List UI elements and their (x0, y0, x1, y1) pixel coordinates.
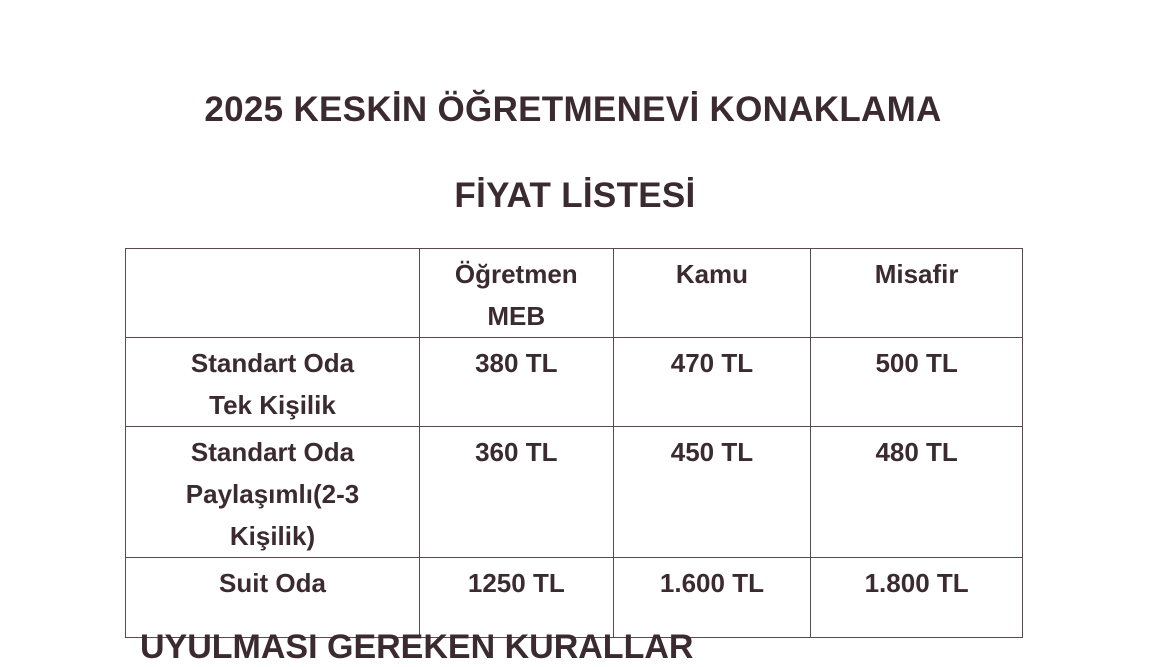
room-type-cell: Standart Oda Tek Kişilik (126, 338, 420, 427)
table-header-row (126, 249, 1023, 338)
price-cell-ogretmen: 380 TL (419, 338, 613, 427)
price-cell-misafir: 480 TL (811, 427, 1023, 558)
rules-heading-partial: UYULMASI GEREKEN KURALLAR (140, 628, 694, 666)
price-cell-kamu: 470 TL (613, 338, 811, 427)
price-cell-ogretmen: 1250 TL (419, 558, 613, 638)
price-cell-misafir: 500 TL (811, 338, 1023, 427)
header-cell-empty (126, 249, 420, 338)
price-cell-ogretmen: 360 TL (419, 427, 613, 558)
price-cell-misafir: 1.800 TL (811, 558, 1023, 638)
table-row (126, 558, 1023, 638)
room-type-cell: Standart Oda Paylaşımlı(2-3 Kişilik) (126, 427, 420, 558)
header-cell-ogretmen: Öğretmen MEB (419, 249, 613, 338)
table-row (126, 338, 1023, 427)
table-row (126, 427, 1023, 558)
price-cell-kamu: 1.600 TL (613, 558, 811, 638)
price-cell-kamu: 450 TL (613, 427, 811, 558)
room-type-cell: Suit Oda (126, 558, 420, 638)
price-table (125, 248, 1023, 638)
header-cell-kamu: Kamu (613, 249, 811, 338)
header-cell-misafir: Misafir (811, 249, 1023, 338)
document-title-line-2: FİYAT LİSTESİ (454, 176, 696, 215)
document-title-line-1: 2025 KESKİN ÖĞRETMENEVİ KONAKLAMA (204, 90, 942, 129)
